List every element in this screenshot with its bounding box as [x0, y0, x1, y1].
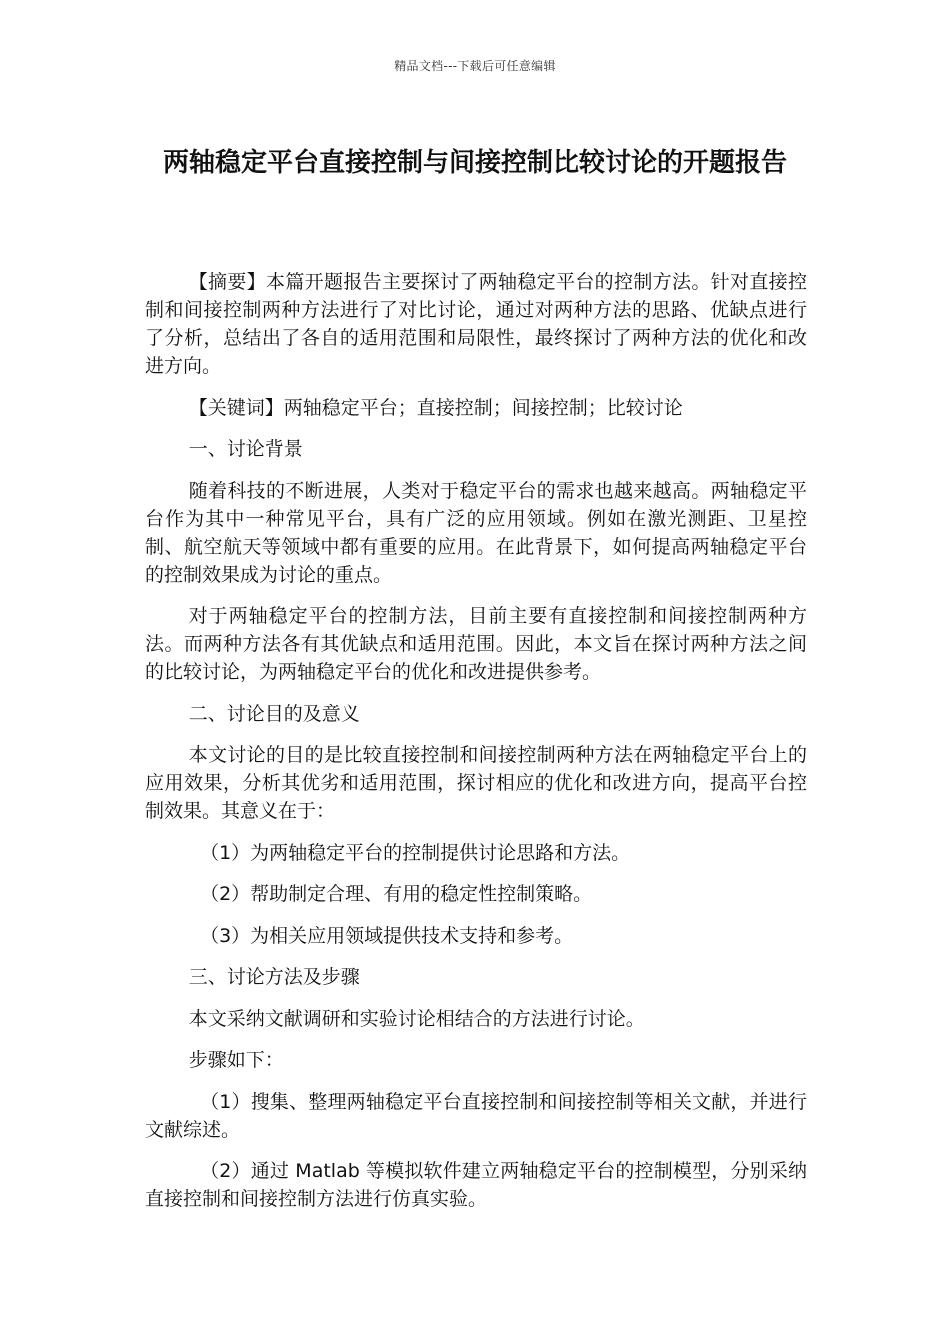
steps-intro: 步骤如下：	[188, 1049, 284, 1071]
significance-item-3: （3）为相关应用领域提供技术支持和参考。	[200, 924, 574, 947]
keywords-paragraph: 【关键词】两轴稳定平台；直接控制；间接控制；比较讨论	[188, 396, 683, 419]
section-heading-background: 一、讨论背景	[188, 438, 303, 460]
purpose-paragraph: 本文讨论的目的是比较直接控制和间接控制两种方法在两轴稳定平台上的应用效果，分析其优劣和适用范围，探讨相应的优化和改进方向，提高平台控制效果。其意义在于：	[145, 744, 807, 822]
document-title: 两轴稳定平台直接控制与间接控制比较讨论的开题报告	[162, 148, 787, 178]
header-note: 精品文档---下载后可任意编辑	[394, 59, 556, 73]
section-heading-method: 三、讨论方法及步骤	[188, 966, 360, 988]
method-paragraph: 本文采纳文献调研和实验讨论相结合的方法进行讨论。	[188, 1007, 645, 1030]
background-paragraph-1: 随着科技的不断进展，人类对于稳定平台的需求也越来越高。两轴稳定平台作为其中一种常见平台，具有广泛的应用领域。例如在激光测距、卫星控制、航空航天等领域中都有重要的应用。在此背景下，如何提高两轴稳定平台的控制效果成为讨论的重点。	[145, 479, 807, 586]
significance-item-1: （1）为两轴稳定平台的控制提供讨论思路和方法。	[200, 841, 631, 864]
section-heading-purpose: 二、讨论目的及意义	[188, 702, 360, 725]
step-item-2: （2）通过 Matlab 等模拟软件建立两轴稳定平台的控制模型，分别采纳直接控制和间接控制方法进行仿真实验。	[145, 1160, 807, 1210]
background-paragraph-2: 对于两轴稳定平台的控制方法，目前主要有直接控制和间接控制两种方法。而两种方法各有其优缺点和适用范围。因此，本文旨在探讨两种方法之间的比较讨论，为两轴稳定平台的优化和改进提供参考。	[145, 605, 807, 683]
abstract-paragraph: 【摘要】本篇开题报告主要探讨了两轴稳定平台的控制方法。针对直接控制和间接控制两种方法进行了对比讨论，通过对两种方法的思路、优缺点进行了分析，总结出了各自的适用范围和局限性，最终探讨了两种方法的优化和改进方向。	[145, 271, 807, 377]
step-item-1: （1）搜集、整理两轴稳定平台直接控制和间接控制等相关文献，并进行文献综述。	[145, 1090, 807, 1141]
document-body	[145, 268, 807, 1227]
significance-item-2: （2）帮助制定合理、有用的稳定性控制策略。	[200, 883, 593, 905]
